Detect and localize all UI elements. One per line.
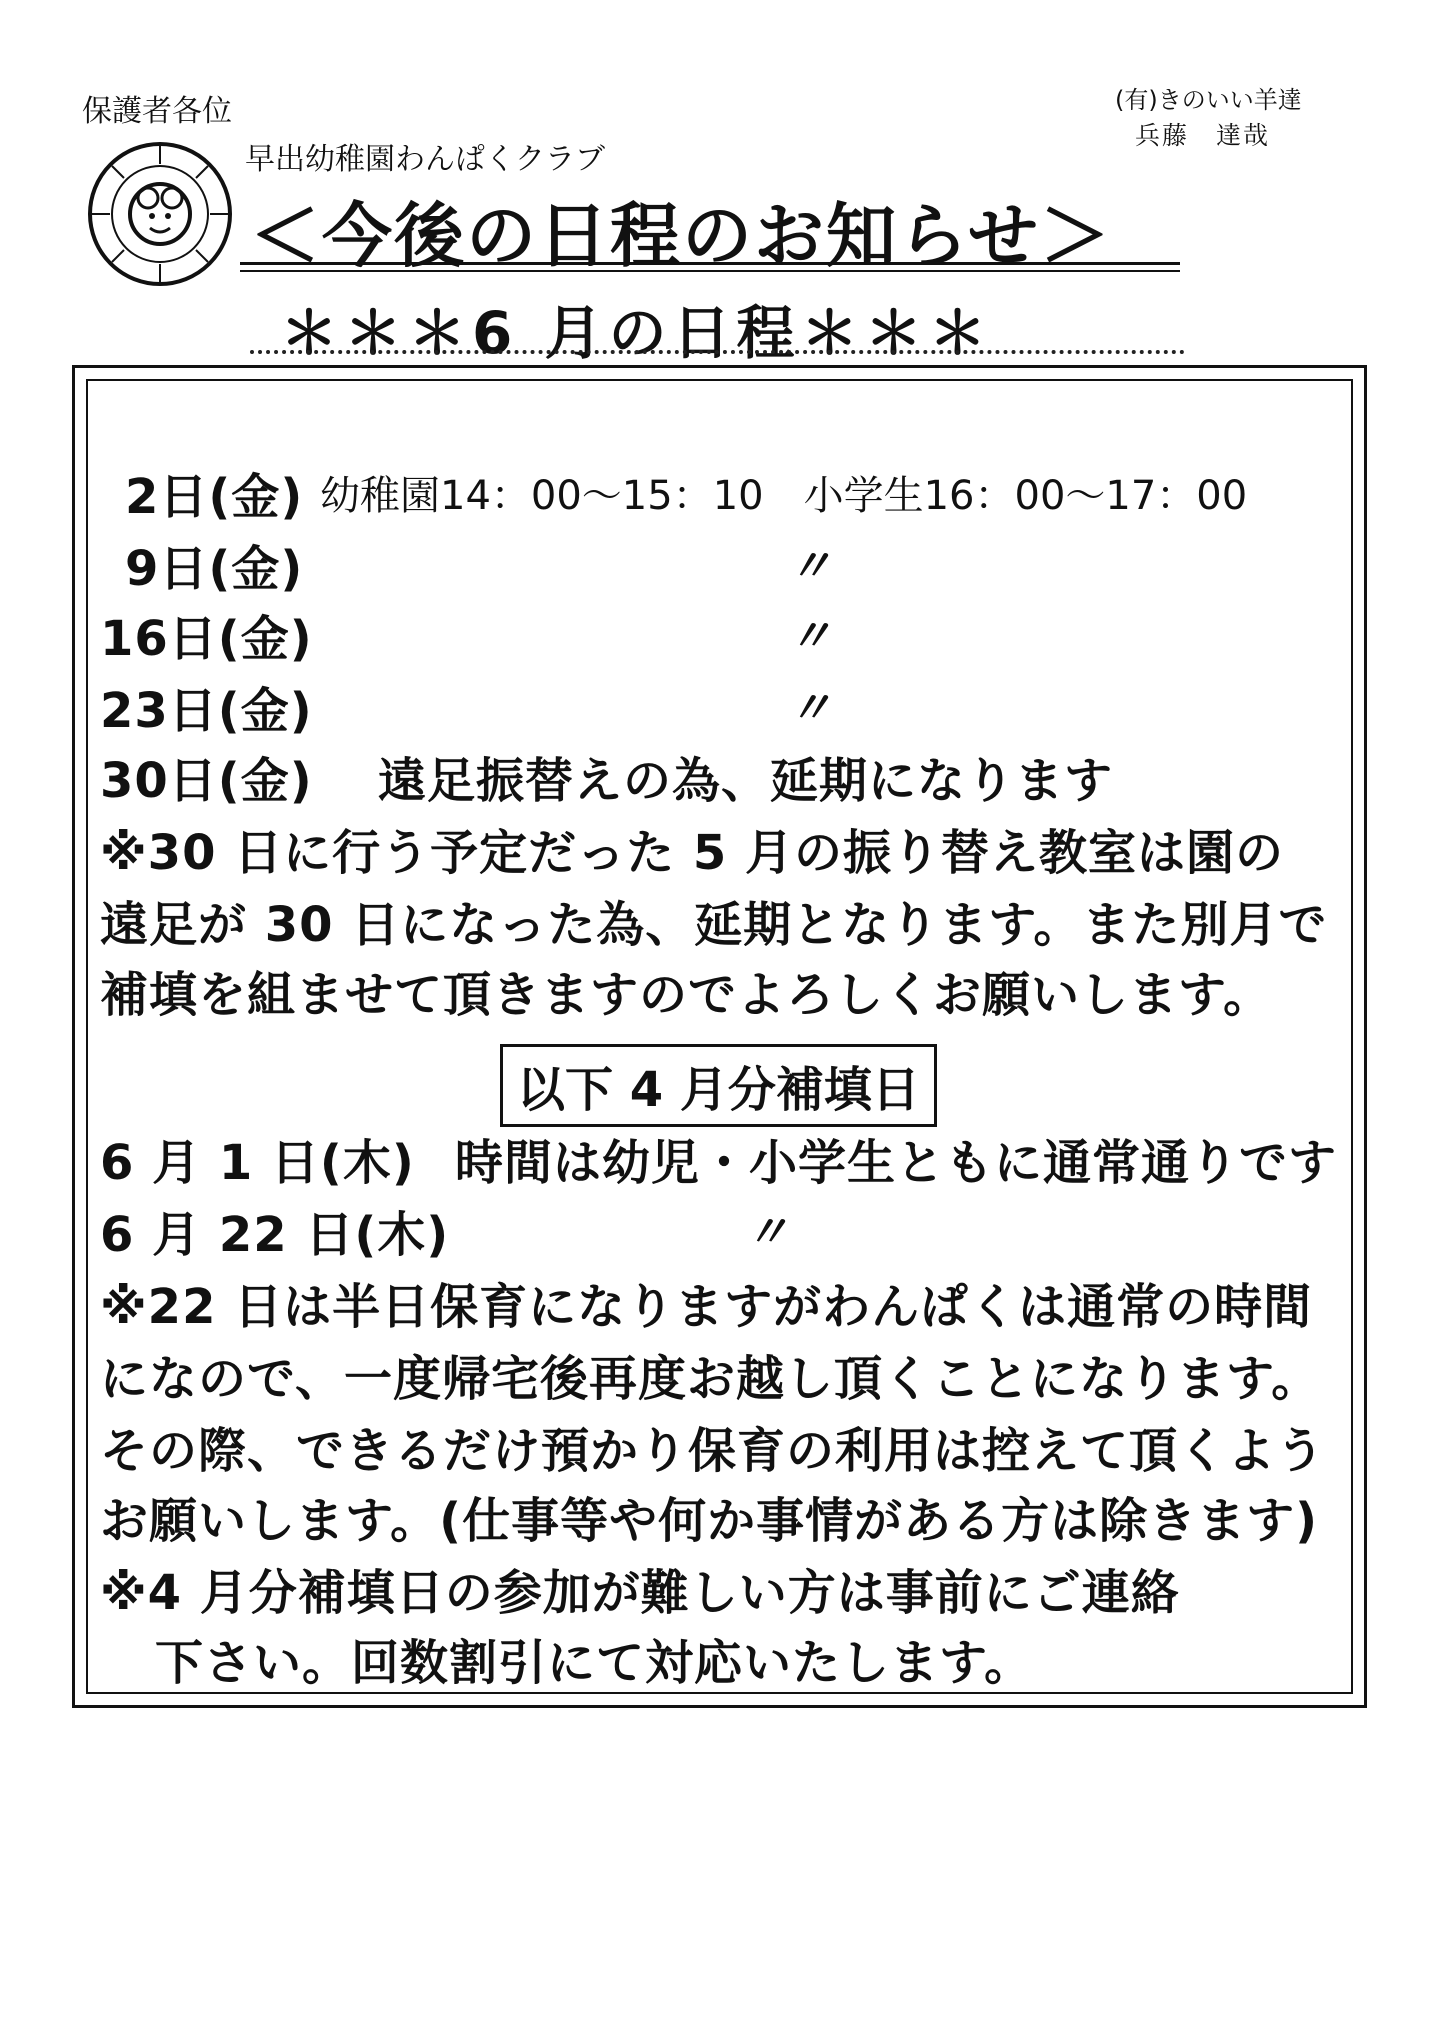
title-underline-secondary bbox=[240, 270, 1180, 272]
recipient-label: 保護者各位 bbox=[82, 94, 232, 129]
note-line: 下さい。回数割引にて対応いたします。 bbox=[155, 1635, 1034, 1691]
note-line: ※4 月分補填日の参加が難しい方は事前にご連絡 bbox=[100, 1565, 1180, 1621]
makeup-date: 6 月 1 日(木) bbox=[100, 1135, 415, 1191]
schedule-date: 2日(金) bbox=[125, 469, 304, 525]
note-line: 補填を組ませて頂きますのでよろしくお願いします。 bbox=[100, 967, 1273, 1023]
ditto-mark: 〃 bbox=[788, 611, 832, 662]
schedule-date: 16日(金) bbox=[100, 611, 313, 667]
dotted-divider bbox=[250, 350, 1185, 354]
schedule-date: 9日(金) bbox=[125, 541, 304, 597]
page-title: ＜今後の日程のお知らせ＞ bbox=[250, 195, 1112, 277]
note-line: その際、できるだけ預かり保育の利用は控えて頂くよう bbox=[100, 1423, 1326, 1479]
ditto-mark: 〃 bbox=[745, 1207, 789, 1258]
ditto-mark: 〃 bbox=[788, 541, 832, 592]
schedule-date: 23日(金) bbox=[100, 683, 313, 739]
sheep-logo-icon bbox=[86, 140, 234, 288]
schedule-date: 30日(金) bbox=[100, 753, 313, 809]
club-name: 早出幼稚園わんぱくクラブ bbox=[245, 142, 605, 177]
makeup-date: 6 月 22 日(木) bbox=[100, 1207, 450, 1263]
note-line: ※22 日は半日保育になりますがわんぱくは通常の時間 bbox=[100, 1279, 1313, 1335]
note-line: お願いします。(仕事等や何か事情がある方は除きます) bbox=[100, 1493, 1319, 1549]
schedule-detail: 幼稚園14：00～15：10 小学生16：00～17：00 bbox=[320, 473, 1248, 519]
note-line: になので、一度帰宅後再度お越し頂くことになります。 bbox=[100, 1351, 1321, 1407]
contact-person: 兵藤 達哉 bbox=[1135, 121, 1271, 150]
ditto-mark: 〃 bbox=[788, 683, 832, 734]
makeup-heading: 以下 4 月分補填日 bbox=[500, 1044, 937, 1127]
note-line: 遠足が 30 日になった為、延期となります。また別月で bbox=[100, 897, 1328, 953]
title-underline bbox=[240, 262, 1180, 265]
makeup-detail: 時間は幼児・小学生ともに通常通りです bbox=[455, 1135, 1338, 1191]
schedule-detail: 遠足振替えの為、延期になります bbox=[378, 753, 1114, 809]
note-line: ※30 日に行う予定だった 5 月の振り替え教室は園の bbox=[100, 825, 1284, 881]
company-name: (有)きのいい羊達 bbox=[1115, 86, 1302, 114]
page-subtitle: ＊＊＊6 月の日程＊＊＊ bbox=[280, 299, 993, 367]
